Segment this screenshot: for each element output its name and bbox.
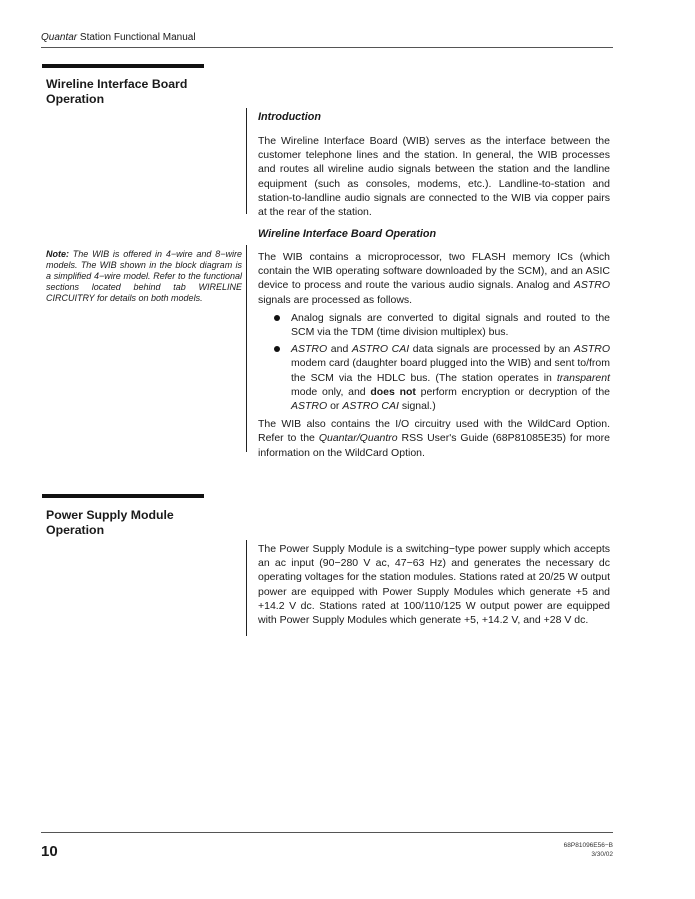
change-bar-3 (246, 540, 247, 636)
op-text-after: signals are processed as follows. (258, 293, 413, 306)
transparent-term: transparent (556, 371, 610, 384)
section-heading-psm (46, 508, 236, 538)
document-date: 3/30/02 (591, 851, 613, 858)
text-run: mode only, and (291, 385, 371, 398)
footer-rule (41, 832, 613, 833)
section-bar-psm (42, 494, 204, 498)
wildcard-italic: Quantar/Quantro (318, 432, 398, 445)
astro-term: ASTRO (573, 343, 611, 356)
does-not-emphasis: does not (370, 385, 416, 398)
text-run: or (327, 400, 343, 413)
astro-term: ASTRO (291, 343, 328, 356)
text-run: and (327, 343, 352, 356)
text-run: perform encryption or decryption of the (415, 385, 611, 398)
section-heading-wib-line1: Wireline Interface Board (46, 77, 188, 91)
bullet-text-analog: Analog signals are converted to digital signals and routed to the SCM via the TDM (time division multiplex) bus. (291, 311, 610, 339)
op-text-before: The WIB contains a microprocessor, two FLASH memory ICs (which contain the WIB operating software downloaded by the SCM), and an ASIC device to process and route the various audio signals. Analog and (258, 251, 610, 292)
page-number: 10 (41, 843, 58, 860)
paragraph-wib-operation (258, 250, 610, 307)
paragraph-introduction: The Wireline Interface Board (WIB) serves as the interface between the customer telephone lines and the station. In general, the WIB processes and routes all wireline audio signals between the station and the landline equipment (such as consoles, modems, etc.). Landline-to-station and station-to-landline audio signals are connected to the WIB via copper pairs at the rear of the station. (258, 135, 610, 219)
wildcard-text-before: The WIB also contains the I/O circuitry used with the WildCard Option. Refer to the (258, 418, 610, 445)
bullet-dot-icon (274, 346, 280, 352)
change-bar-1 (246, 108, 247, 214)
section-heading-wib-line2: Operation (46, 92, 105, 106)
astro-term: ASTRO (291, 400, 328, 413)
wib-operation-block (258, 250, 610, 460)
paragraph-power-supply: The Power Supply Module is a switching−type power supply which accepts an ac input (90−280 V ac, 47−63 Hz) and generates the necessary dc operating voltages for the station modules. Stations rated at 20/25 W output power are equipped with Power Supply Modules which generate +5 and +14.2 V dc. Stations rated at 100/110/125 W output power are equipped with Power Supply Modules which generate +5, +14.2 V, and +28 V dc. (258, 543, 610, 627)
bullet-dot-icon (274, 315, 280, 321)
header-title-italic: Quantar (41, 32, 78, 43)
subheading-wib-operation: Wireline Interface Board Operation (258, 228, 437, 240)
section-heading-wib (46, 77, 236, 107)
text-run: data signals are processed by an (409, 343, 574, 356)
document-id (564, 841, 613, 859)
op-text-astro: ASTRO (573, 279, 610, 292)
bullet-item-analog (258, 311, 610, 339)
wildcard-text-after: RSS User's Guide (68P81085E35) for more information on the WildCard Option. (258, 432, 610, 459)
astro-cai-term: ASTRO CAI (342, 400, 399, 413)
bullet-item-astro (258, 342, 610, 413)
section-bar-wib (42, 64, 204, 68)
astro-cai-term: ASTRO CAI (351, 343, 410, 356)
section-heading-psm-line1: Power Supply Module (46, 508, 174, 522)
document-number: 68P81096E56−B (563, 842, 613, 849)
change-bar-2 (246, 245, 247, 452)
bullet-list (258, 311, 610, 413)
paragraph-wildcard (258, 417, 610, 460)
text-run: signal.) (398, 400, 436, 413)
note-text: The WIB is offered in 4−wire and 8−wire models. The WIB shown in the block diagram is a simplified 4−wire model. Refer to the functional sections located behind tab WIRELINE CIRCUITRY for details on both models. (46, 249, 242, 303)
subheading-introduction: Introduction (258, 111, 321, 123)
header-title-rest: Station Functional Manual (77, 32, 196, 43)
note-label: Note: (46, 249, 69, 259)
header-rule (41, 47, 613, 48)
running-header (41, 32, 196, 43)
note-wib-models (46, 249, 242, 304)
section-heading-psm-line2: Operation (46, 523, 105, 537)
text-run: modem card (daughter board plugged into the WIB) and sent to/from the SCM via the HDLC bus. (The station operates in (291, 357, 610, 384)
